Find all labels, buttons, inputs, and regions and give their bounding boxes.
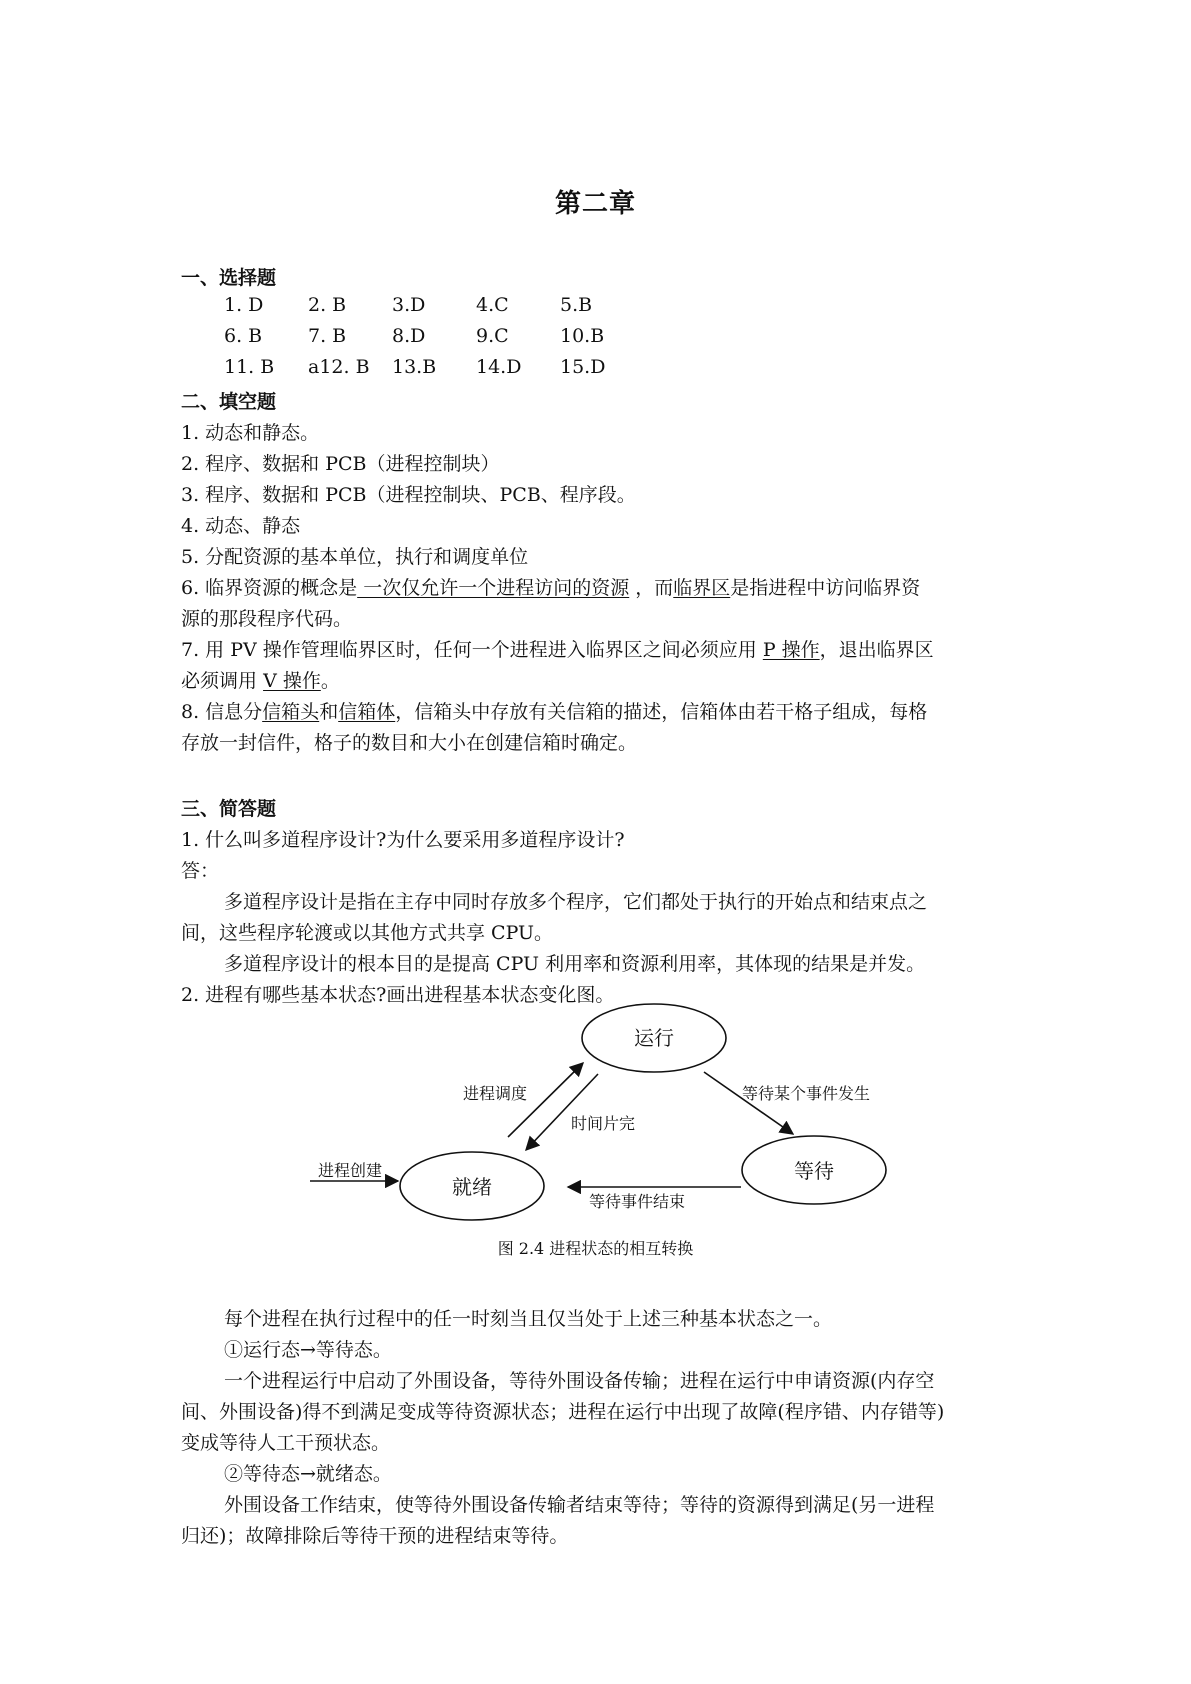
fill-answer-7: 7. 用 PV 操作管理临界区时，任何一个进程进入临界区之间必须应用 P 操作，退出临界区 bbox=[181, 639, 934, 661]
answer-paragraph-cont: 归还)；故障排除后等待干预的进程结束等待。 bbox=[181, 1525, 569, 1547]
answer-paragraph-cont: 间，这些程序轮渡或以其他方式共享 CPU。 bbox=[181, 922, 554, 944]
underlined-answer: 信箱头 bbox=[262, 701, 320, 723]
choice-answer: 3.D bbox=[392, 294, 426, 316]
state-waiting-label: 等待 bbox=[794, 1159, 834, 1183]
fill-answer-7-cont: 必须调用 V 操作。 bbox=[181, 670, 340, 692]
choice-answer: 7. B bbox=[308, 325, 347, 347]
fill-answer-4: 4. 动态、静态 bbox=[181, 515, 301, 537]
state-ready-label: 就绪 bbox=[452, 1175, 492, 1199]
short-question-2: 2. 进程有哪些基本状态?画出进程基本状态变化图。 bbox=[181, 984, 615, 1006]
choice-answer: 13.B bbox=[392, 356, 437, 378]
answer-label: 答： bbox=[181, 860, 220, 882]
answer-paragraph: 多道程序设计是指在主存中同时存放多个程序，它们都处于执行的开始点和结束点之 bbox=[224, 891, 928, 913]
edge-label-create: 进程创建 bbox=[318, 1161, 383, 1180]
answer-paragraph: 每个进程在执行过程中的任一时刻当且仅当处于上述三种基本状态之一。 bbox=[224, 1308, 833, 1330]
fill-answer-3: 3. 程序、数据和 PCB（进程控制块、PCB、程序段。 bbox=[181, 484, 636, 506]
underlined-answer: 临界区 bbox=[673, 577, 731, 599]
arrow-timeslice bbox=[526, 1074, 598, 1150]
section-heading-short: 三、简答题 bbox=[181, 798, 277, 820]
choice-answer: 11. B bbox=[224, 356, 275, 378]
fill-answer-1: 1. 动态和静态。 bbox=[181, 422, 320, 444]
state-running-label: 运行 bbox=[634, 1026, 674, 1050]
figure-caption: 图 2.4 进程状态的相互转换 bbox=[497, 1239, 694, 1258]
underlined-answer: V 操作 bbox=[263, 670, 321, 692]
fill-answer-8-cont: 存放一封信件，格子的数目和大小在创建信箱时确定。 bbox=[181, 732, 638, 754]
edge-label-schedule: 进程调度 bbox=[463, 1084, 528, 1103]
section-heading-fill: 二、填空题 bbox=[181, 391, 277, 413]
answer-paragraph-cont: 间、外围设备)得不到满足变成等待资源状态；进程在运行中出现了故障(程序错、内存错等) bbox=[181, 1401, 945, 1423]
short-question-1: 1. 什么叫多道程序设计?为什么要采用多道程序设计? bbox=[181, 829, 625, 851]
fill-answer-2: 2. 程序、数据和 PCB（进程控制块） bbox=[181, 453, 500, 475]
answer-paragraph: 外围设备工作结束，使等待外围设备传输者结束等待；等待的资源得到满足(另一进程 bbox=[224, 1494, 935, 1516]
edge-label-wait-event: 等待某个事件发生 bbox=[742, 1084, 871, 1103]
choice-answer: 15.D bbox=[560, 356, 606, 378]
choice-answer: 2. B bbox=[308, 294, 347, 316]
fill-answer-5: 5. 分配资源的基本单位，执行和调度单位 bbox=[181, 546, 529, 568]
answer-paragraph: 多道程序设计的根本目的是提高 CPU 利用率和资源利用率，其体现的结果是并发。 bbox=[224, 953, 926, 975]
underlined-answer: P 操作 bbox=[762, 639, 820, 661]
answer-paragraph: ②等待态→就绪态。 bbox=[224, 1463, 392, 1485]
choice-answer: 6. B bbox=[224, 325, 263, 347]
choice-answer: 5.B bbox=[560, 294, 593, 316]
choice-answer: 4.C bbox=[476, 294, 509, 316]
choice-answer: 1. D bbox=[224, 294, 264, 316]
choice-answer: 10.B bbox=[560, 325, 605, 347]
answer-paragraph-cont: 变成等待人工干预状态。 bbox=[181, 1432, 391, 1454]
answer-paragraph: ①运行态→等待态。 bbox=[224, 1339, 392, 1361]
fill-answer-8: 8. 信息分信箱头和信箱体，信箱头中存放有关信箱的描述，信箱体由若干格子组成，每格 bbox=[181, 701, 928, 723]
chapter-title: 第二章 bbox=[554, 189, 636, 219]
fill-answer-6: 6. 临界资源的概念是 一次仅允许一个进程访问的资源 ，而临界区是指进程中访问临界资 bbox=[181, 577, 921, 599]
underlined-answer: 信箱体 bbox=[338, 701, 396, 723]
answer-paragraph: 一个进程运行中启动了外围设备，等待外围设备传输；进程在运行中申请资源(内存空 bbox=[224, 1370, 935, 1392]
choice-answer: a12. B bbox=[308, 356, 370, 378]
edge-label-timeslice: 时间片完 bbox=[571, 1114, 636, 1133]
choice-answer: 14.D bbox=[476, 356, 522, 378]
edge-label-event-done: 等待事件结束 bbox=[589, 1192, 686, 1211]
arrow-wait-event bbox=[704, 1072, 793, 1134]
fill-answer-6-cont: 源的那段程序代码。 bbox=[181, 608, 353, 630]
section-heading-choice: 一、选择题 bbox=[181, 267, 277, 289]
choice-answer: 8.D bbox=[392, 325, 426, 347]
underlined-answer: 一次仅允许一个进程访问的资源 bbox=[357, 577, 630, 599]
choice-answer: 9.C bbox=[476, 325, 509, 347]
